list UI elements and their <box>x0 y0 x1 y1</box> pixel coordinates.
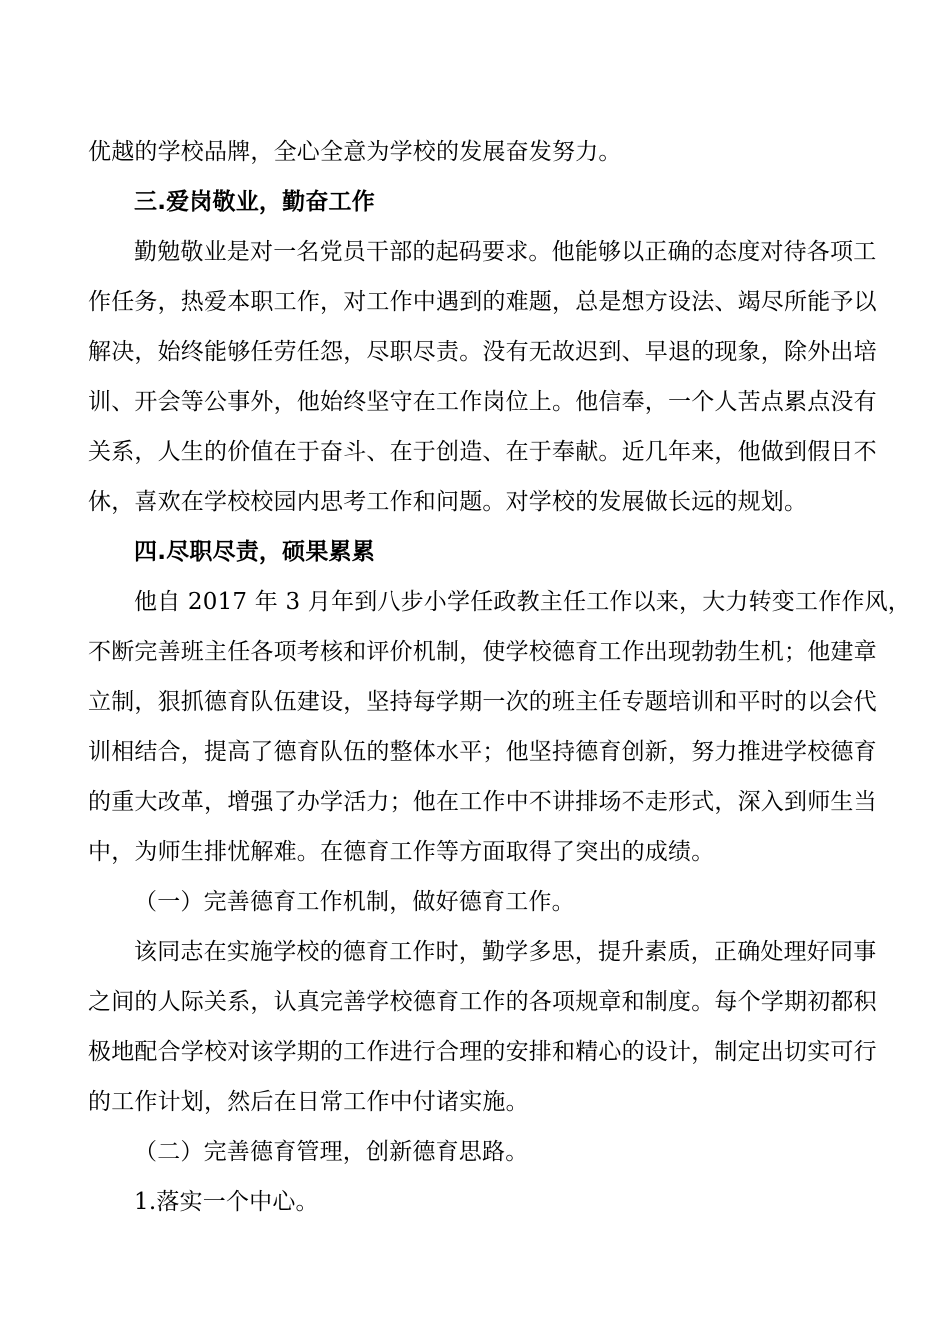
paragraph-line: 勤勉敬业是对一名党员干部的起码要求。他能够以正确的态度对待各项工 <box>134 239 877 265</box>
paragraph-line: 训相结合，提高了德育队伍的整体水平；他坚持德育创新，努力推进学校德育 <box>88 739 877 765</box>
section-heading-3: 三.爱岗敬业，勤奋工作 <box>134 189 375 215</box>
list-item-1: 1.落实一个中心。 <box>134 1189 319 1215</box>
subsection-heading-1: （一）完善德育工作机制，做好德育工作。 <box>134 889 575 915</box>
subsection-heading-2: （二）完善德育管理，创新德育思路。 <box>134 1139 529 1165</box>
section-heading-4: 四.尽职尽责，硕果累累 <box>134 539 375 565</box>
paragraph-line: 的重大改革，增强了办学活力；他在工作中不讲排场不走形式，深入到师生当 <box>88 789 877 815</box>
paragraph-line: 关系，人生的价值在于奋斗、在于创造、在于奉献。近几年来，他做到假日不 <box>88 439 877 465</box>
paragraph-line: 中，为师生排忧解难。在德育工作等方面取得了突出的成绩。 <box>88 839 715 865</box>
paragraph-line: 之间的人际关系，认真完善学校德育工作的各项规章和制度。每个学期初都积 <box>88 989 877 1015</box>
paragraph-line: 训、开会等公事外，他始终坚守在工作岗位上。他信奉，一个人苦点累点没有 <box>88 389 877 415</box>
paragraph-line: 不断完善班主任各项考核和评价机制，使学校德育工作出现勃勃生机；他建章 <box>88 639 877 665</box>
paragraph-line: 他自 2017 年 3 月年到八步小学任政教主任工作以来，大力转变工作作风， <box>134 589 912 615</box>
paragraph-line: 作任务，热爱本职工作，对工作中遇到的难题，总是想方设法、竭尽所能予以 <box>88 289 877 315</box>
paragraph-line: 的工作计划，然后在日常工作中付诸实施。 <box>88 1089 529 1115</box>
paragraph-line: 该同志在实施学校的德育工作时，勤学多思，提升素质，正确处理好同事 <box>134 939 877 965</box>
paragraph-line: 立制，狠抓德育队伍建设，坚持每学期一次的班主任专题培训和平时的以会代 <box>88 689 877 715</box>
paragraph-line: 优越的学校品牌，全心全意为学校的发展奋发努力。 <box>88 139 622 165</box>
paragraph-line: 解决，始终能够任劳任怨，尽职尽责。没有无故迟到、早退的现象，除外出培 <box>88 339 877 365</box>
paragraph-line: 休，喜欢在学校校园内思考工作和问题。对学校的发展做长远的规划。 <box>88 489 808 515</box>
paragraph-line: 极地配合学校对该学期的工作进行合理的安排和精心的设计，制定出切实可行 <box>88 1039 877 1065</box>
